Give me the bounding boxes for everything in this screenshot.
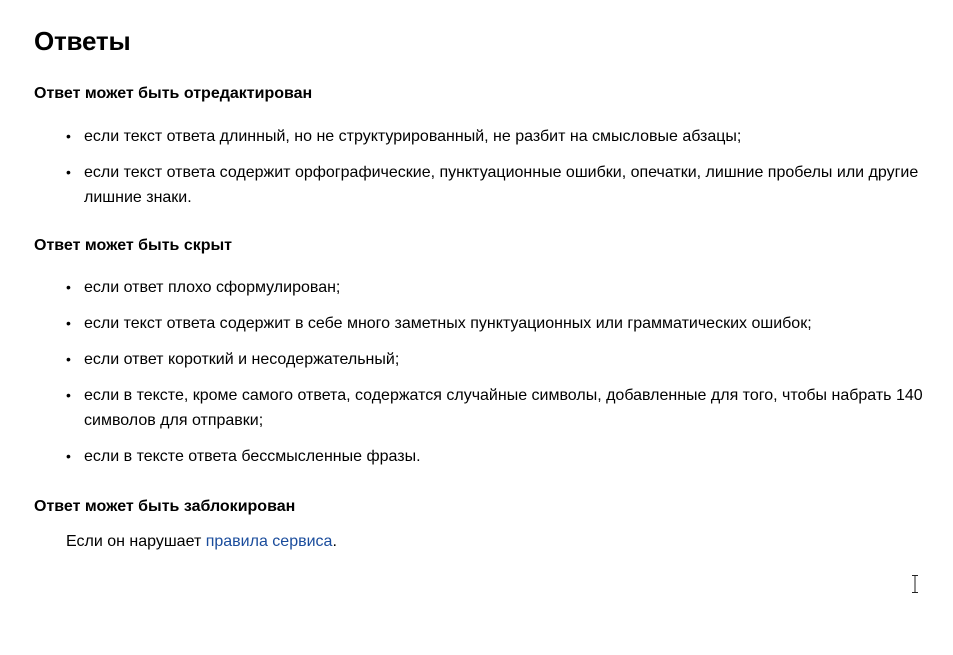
bullet-icon: • xyxy=(66,164,71,180)
list-item-text: если ответ плохо сформулирован; xyxy=(84,279,341,296)
blocked-paragraph xyxy=(66,529,337,554)
list-item-text: если текст ответа содержит орфографические, пунктуационные ошибки, опечатки, лишние пробелы или другие лишние знаки. xyxy=(84,164,919,206)
list-item xyxy=(66,347,944,372)
bullet-icon: • xyxy=(66,279,71,295)
list-item xyxy=(66,444,944,469)
hidden-reasons-list xyxy=(66,275,944,480)
list-item-text: если в тексте ответа бессмысленные фразы. xyxy=(84,448,421,465)
text-cursor-icon xyxy=(910,574,920,594)
blocked-text-after: . xyxy=(332,533,337,550)
list-item xyxy=(66,275,944,300)
list-item-text: если текст ответа длинный, но не структурированный, не разбит на смысловые абзацы; xyxy=(84,128,742,145)
bullet-icon: • xyxy=(66,315,71,331)
list-item-text: если в тексте, кроме самого ответа, содержатся случайные символы, добавленные для того, чтобы набрать 140 символов для отправки; xyxy=(84,387,923,429)
bullet-icon: • xyxy=(66,387,71,403)
section-heading-hidden: Ответ может быть скрыт xyxy=(34,237,233,254)
list-item xyxy=(66,383,944,433)
list-item xyxy=(66,160,944,210)
bullet-icon: • xyxy=(66,128,71,144)
bullet-icon: • xyxy=(66,448,71,464)
section-heading-edited: Ответ может быть отредактирован xyxy=(34,85,313,102)
service-rules-link[interactable]: правила сервиса xyxy=(205,533,333,550)
blocked-text-before: Если он нарушает xyxy=(66,533,206,550)
list-item xyxy=(66,311,944,336)
section-heading-blocked: Ответ может быть заблокирован xyxy=(34,498,296,515)
edited-reasons-list xyxy=(66,124,944,221)
list-item xyxy=(66,124,944,149)
bullet-icon: • xyxy=(66,351,71,367)
list-item-text: если ответ короткий и несодержательный; xyxy=(84,351,400,368)
page-title: Ответы xyxy=(34,26,131,56)
list-item-text: если текст ответа содержит в себе много заметных пунктуационных или грамматических ошибок; xyxy=(84,315,812,332)
